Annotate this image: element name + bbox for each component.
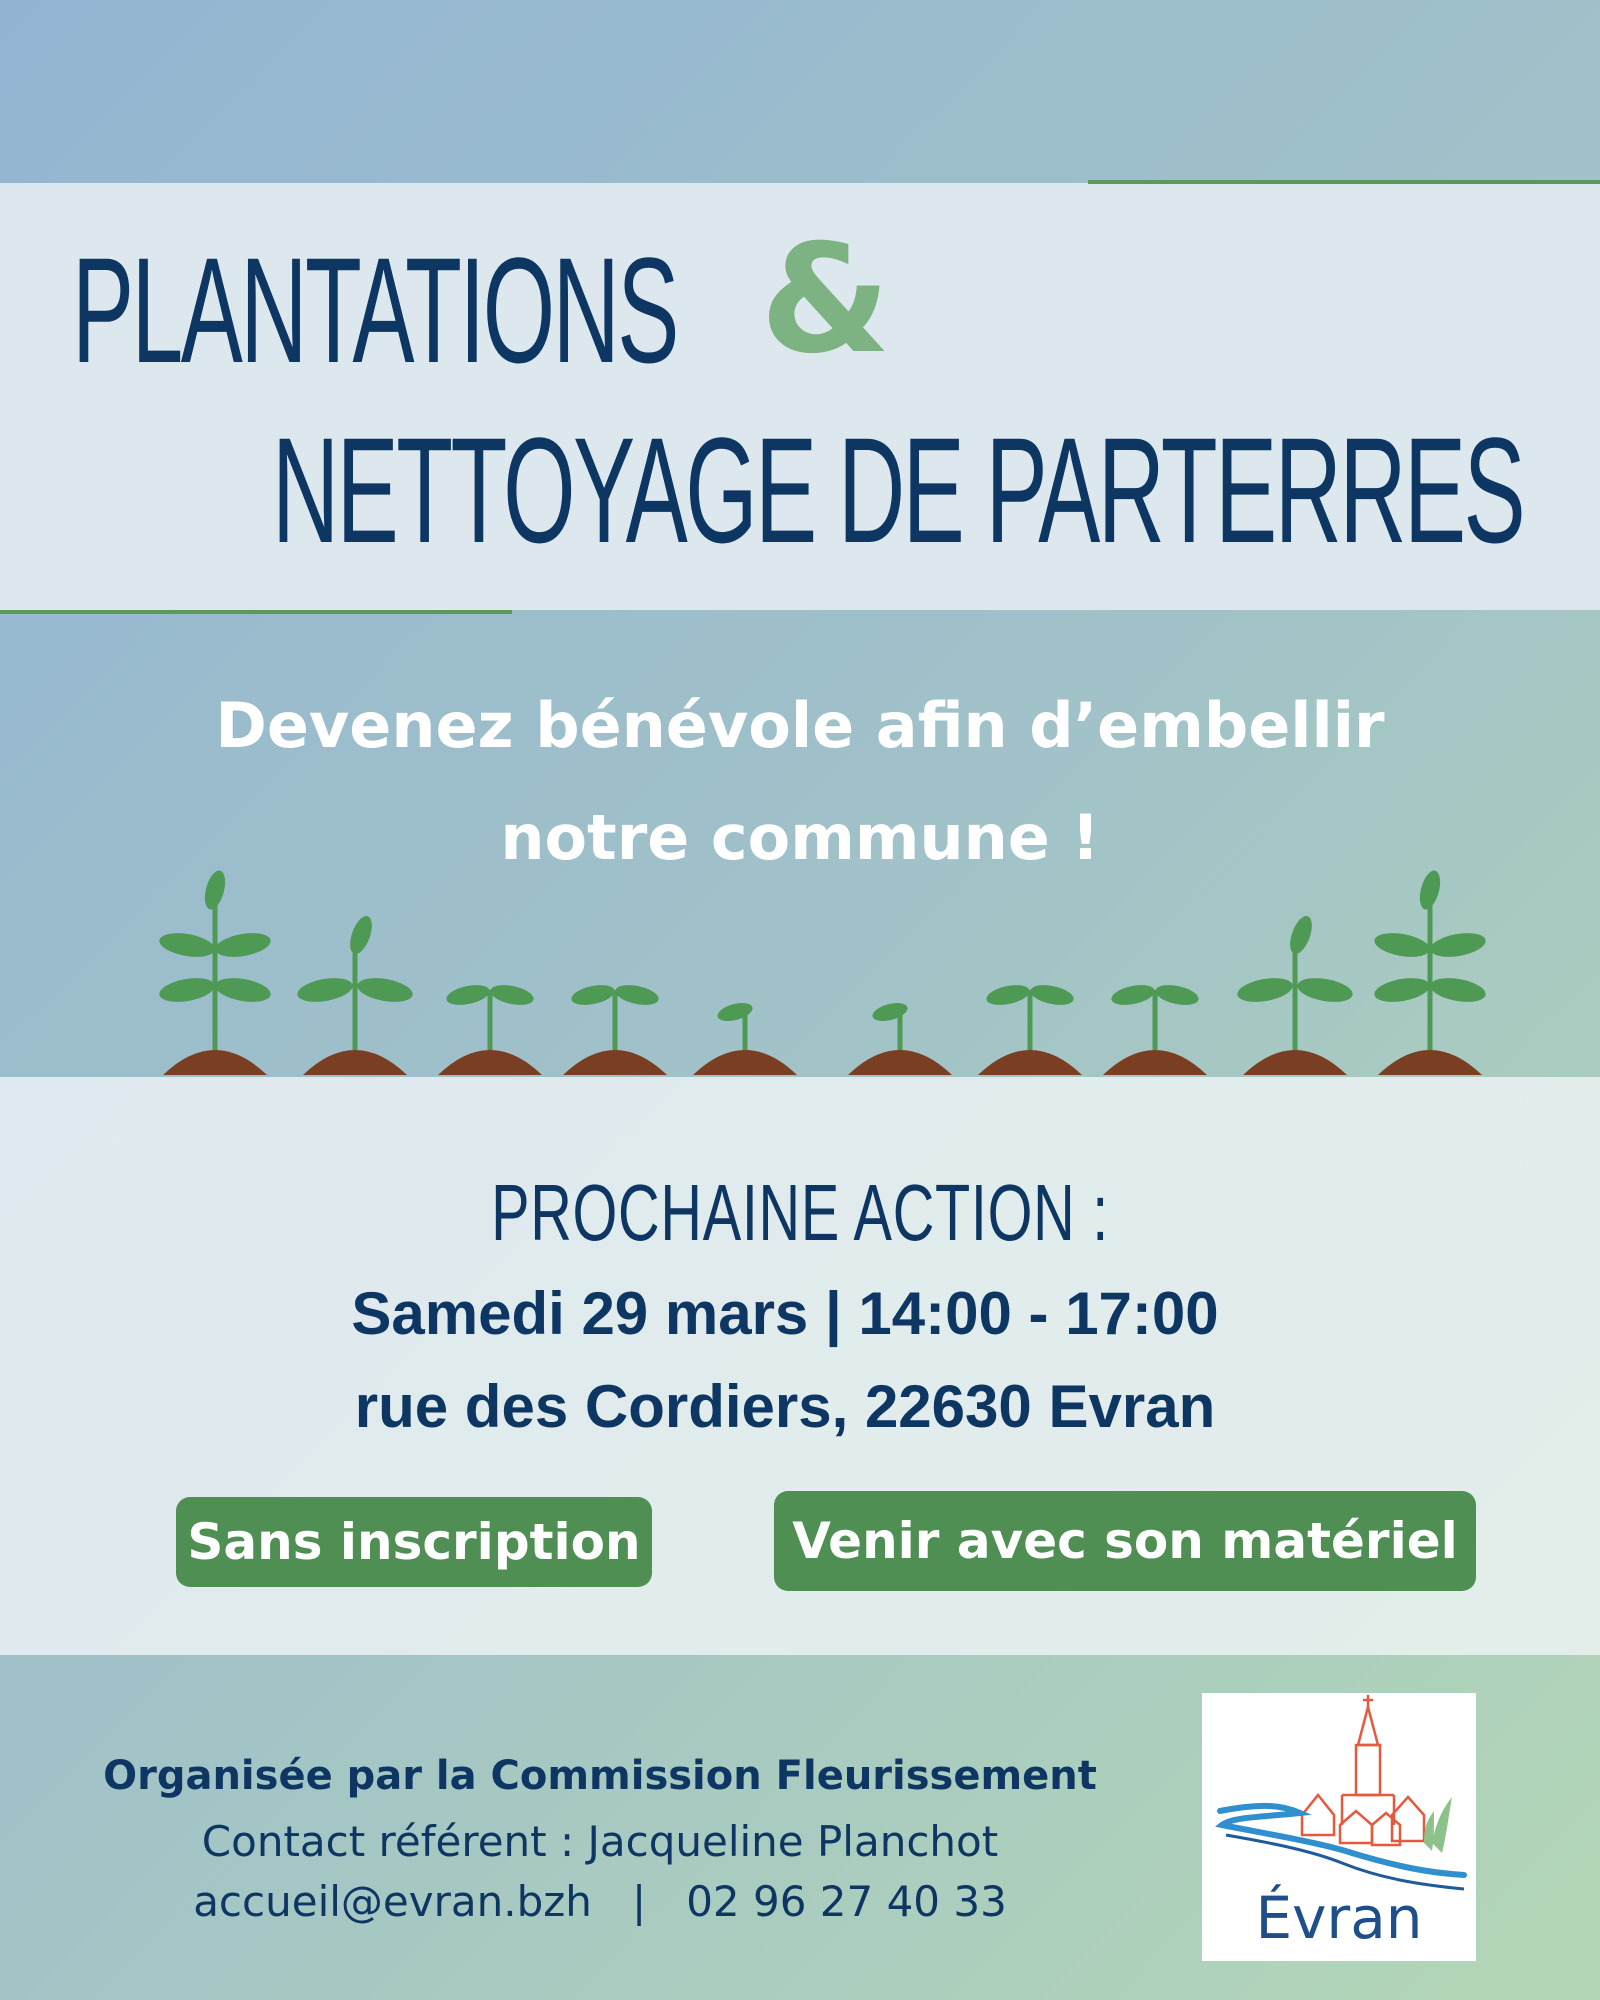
contact-coordinates: [0, 1872, 1200, 1932]
sprout: [296, 913, 415, 1075]
evran-logo: [1202, 1693, 1476, 1961]
logo-text: Évran: [1255, 1884, 1423, 1952]
separator: |: [631, 1877, 647, 1926]
title-ampersand: &: [760, 213, 891, 387]
sprouts-illustration: [0, 860, 1600, 1080]
event-address: rue des Cordiers, 22630 Evran: [354, 1373, 1216, 1440]
event-date-time: Samedi 29 mars | 14:00 - 17:00: [351, 1280, 1219, 1347]
sprout: [1373, 868, 1488, 1075]
badge-no-registration: Sans inscription: [176, 1497, 652, 1587]
subtitle-line-1: Devenez bénévole afin d’embellir: [215, 689, 1385, 762]
sprout: [1103, 982, 1207, 1075]
divider-bottom: [0, 610, 512, 614]
sprout: [1236, 913, 1355, 1075]
sprout: [693, 1000, 797, 1075]
email-link[interactable]: accueil@evran.bzh: [193, 1877, 592, 1926]
sprout: [158, 868, 273, 1075]
church-icon: [1202, 1693, 1476, 1961]
title-plantations: PLANTATIONS: [72, 226, 677, 394]
sprout: [978, 982, 1082, 1075]
organizer-text: Organisée par la Commission Fleurissement: [103, 1753, 1097, 1799]
event-heading: PROCHAINE ACTION :: [491, 1168, 1109, 1257]
title-nettoyage: NETTOYAGE DE PARTERRES: [272, 406, 1524, 574]
sprout: [438, 982, 542, 1075]
sprout: [563, 982, 667, 1075]
phone-number[interactable]: 02 96 27 40 33: [686, 1877, 1007, 1926]
divider-top: [1088, 180, 1600, 184]
subtitle-line-2: notre commune !: [500, 801, 1100, 874]
sprout: [848, 1000, 952, 1075]
contact-text: Contact référent : Jacqueline Planchot: [201, 1817, 999, 1866]
badge-bring-equipment: Venir avec son matériel: [774, 1491, 1476, 1591]
